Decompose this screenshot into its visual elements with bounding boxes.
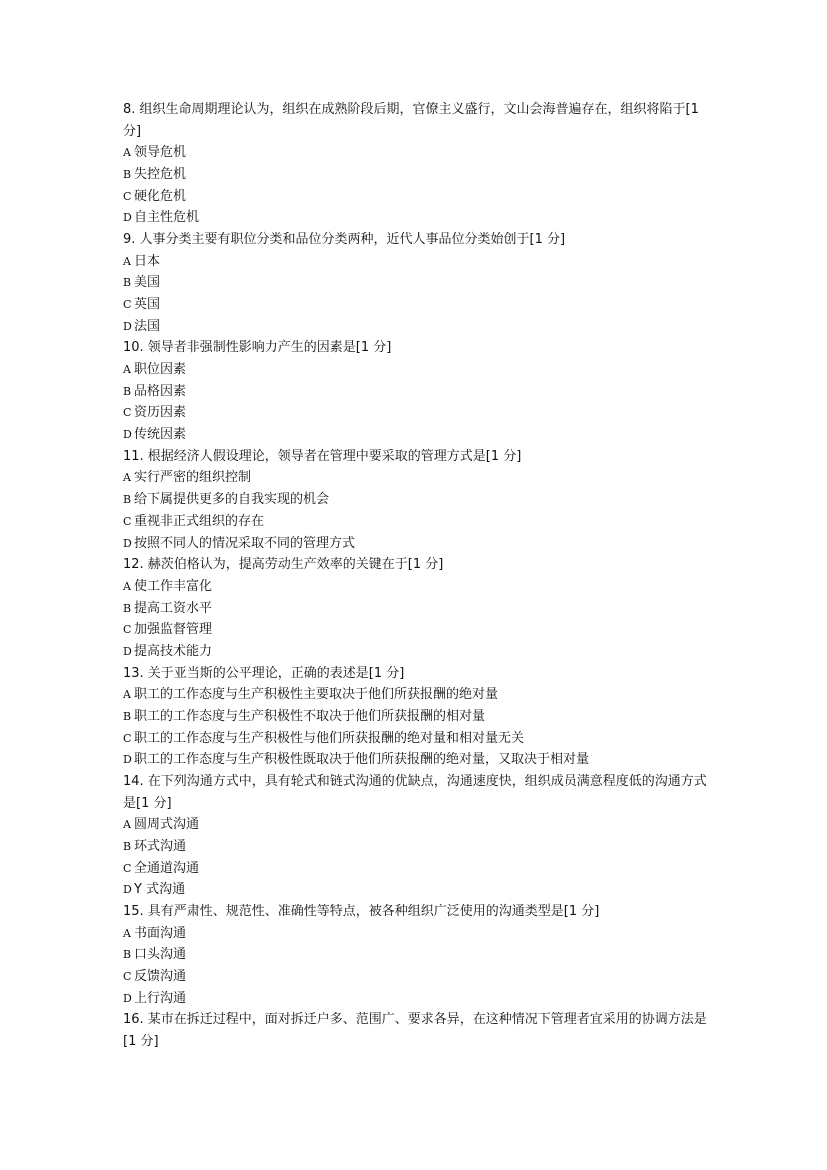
question-11-option-c: C 重视非正式组织的存在 <box>123 513 265 529</box>
question-8: 8. 组织生命周期理论认为，组织在成熟阶段后期，官僚主义盛行，文山会海普遍存在，组织将陷于[1 分] <box>123 102 699 139</box>
question-10: 10. 领导者非强制性影响力产生的因素是[1 分] <box>123 340 392 356</box>
question-9-option-c: C 英国 <box>123 297 161 312</box>
question-12-option-d: D 提高技术能力 <box>123 643 213 659</box>
question-15-option-c: C 反馈沟通 <box>123 969 187 985</box>
question-13: 13. 关于亚当斯的公平理论，正确的表述是[1 分] <box>123 665 405 681</box>
question-10-option-b: B 品格因素 <box>123 383 187 399</box>
question-14: 14. 在下列沟通方式中，具有轮式和链式沟通的优缺点，沟通速度快，组织成员满意程度低的沟通方式是[1 分] <box>123 774 707 811</box>
exam-page <box>123 99 708 1053</box>
question-15: 15. 具有严肃性、规范性、准确性等特点，被各种组织广泛使用的沟通类型是[1 分] <box>123 904 600 920</box>
question-12-option-a: A 使工作丰富化 <box>123 578 213 594</box>
question-13-option-c: C 职工的工作态度与生产积极性与他们所获报酬的绝对量和相对量无关 <box>123 730 525 746</box>
question-11-option-d: D 按照不同人的情况采取不同的管理方式 <box>123 535 356 551</box>
question-13-option-b: B 职工的工作态度与生产积极性不取决于他们所获报酬的相对量 <box>123 708 486 724</box>
question-11: 11. 根据经济人假设理论，领导者在管理中要采取的管理方式是[1 分] <box>123 448 522 464</box>
question-8-option-a: A 领导危机 <box>123 145 187 161</box>
question-14-option-d: D Y 式沟通 <box>123 882 186 898</box>
question-15-option-a: A 书面沟通 <box>123 925 187 941</box>
question-13-option-d: D 职工的工作态度与生产积极性既取决于他们所获报酬的绝对量，又取决于相对量 <box>123 752 590 768</box>
question-11-option-b: B 给下属提供更多的自我实现的机会 <box>123 492 330 508</box>
question-15-option-b: B 口头沟通 <box>123 947 187 963</box>
question-14-option-c: C 全通道沟通 <box>123 860 200 876</box>
question-12: 12. 赫茨伯格认为，提高劳动生产效率的关键在于[1 分] <box>123 557 444 573</box>
question-12-option-c: C 加强监督管理 <box>123 622 213 638</box>
question-8-option-c: C 硬化危机 <box>123 188 187 204</box>
question-15-option-d: D 上行沟通 <box>123 990 187 1006</box>
question-10-option-d: D 传统因素 <box>123 427 187 443</box>
question-13-option-a: A 职工的工作态度与生产积极性主要取决于他们所获报酬的绝对量 <box>123 687 499 703</box>
question-9-option-d: D 法国 <box>123 318 161 334</box>
question-9-option-b: B 美国 <box>123 275 161 291</box>
question-14-option-a: A 圆周式沟通 <box>123 817 200 833</box>
question-12-option-b: B 提高工资水平 <box>123 600 213 616</box>
question-14-option-b: B 环式沟通 <box>123 838 187 854</box>
question-8-option-d: D 自主性危机 <box>123 210 200 226</box>
question-9: 9. 人事分类主要有职位分类和品位分类两种，近代人事品位分类始创于[1 分] <box>123 232 566 247</box>
question-16: 16. 某市在拆迁过程中，面对拆迁户多、范围广、要求各异，在这种情况下管理者宜采用的协调方法是[1 分] <box>123 1012 707 1050</box>
question-8-option-b: B 失控危机 <box>123 166 187 182</box>
question-10-option-a: A 职位因素 <box>123 362 187 377</box>
question-10-option-c: C 资历因素 <box>123 405 187 421</box>
question-9-option-a: A 日本 <box>123 253 161 269</box>
question-11-option-a: A 实行严密的组织控制 <box>123 470 252 486</box>
